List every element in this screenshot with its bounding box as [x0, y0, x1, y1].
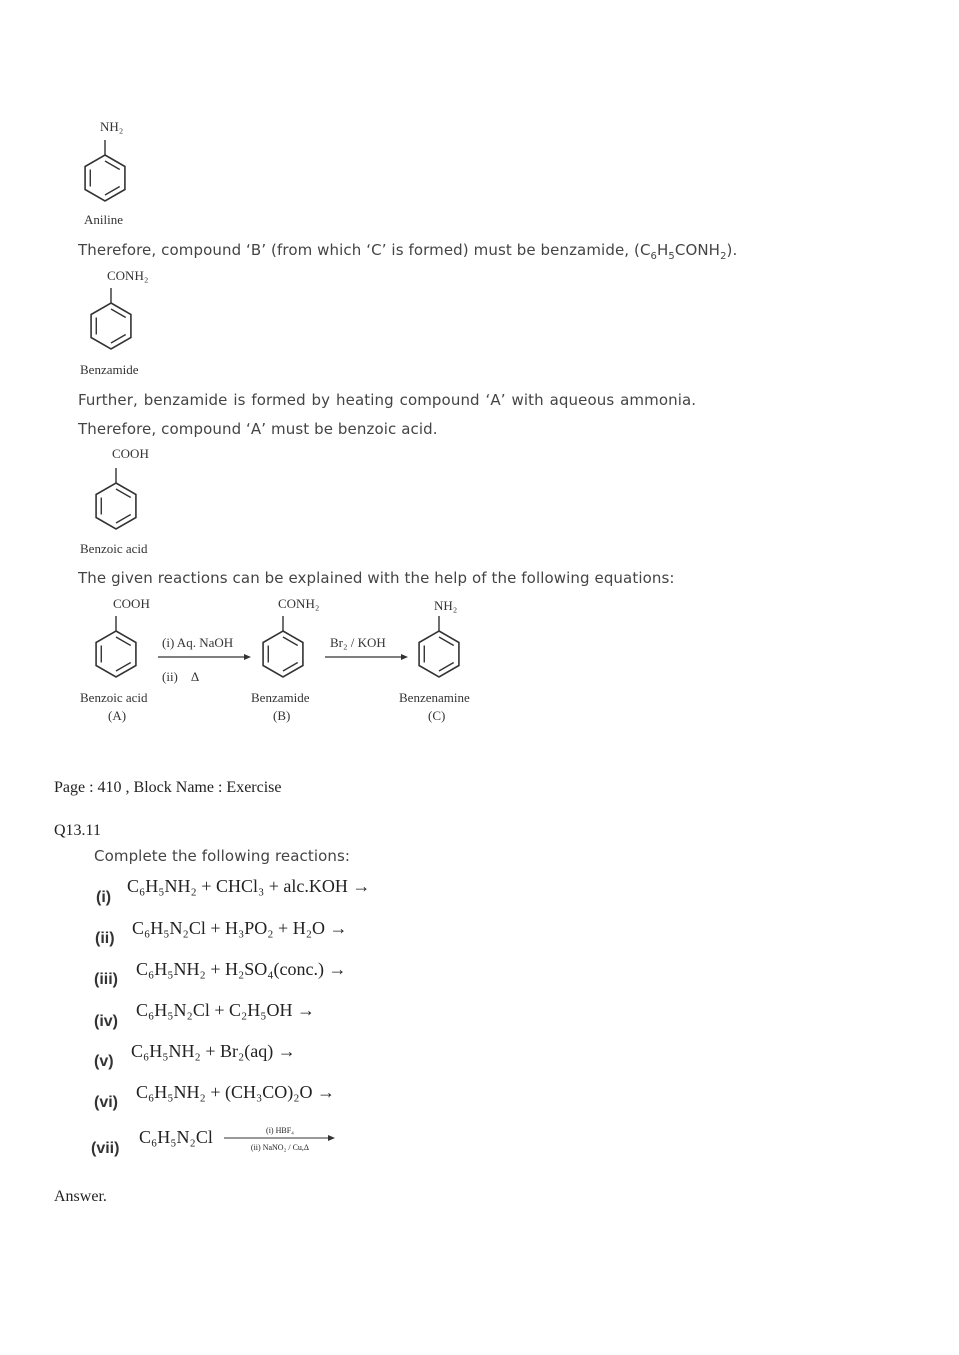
reaction-equation: C₆H₅NH₂ + (CH₃CO)₂O → — [136, 1082, 336, 1102]
reaction-label: (iii) — [94, 971, 118, 988]
scheme-c-tag: (C) — [428, 708, 446, 723]
scheme-a-substituent: COOH — [113, 596, 150, 611]
question-intro: Complete the following reactions: — [94, 847, 351, 865]
paragraph-benzamide — [78, 241, 737, 262]
paragraph-text: Therefore, compound ‘B’ (from which ‘C’ is formed) must be benzamide, (C — [78, 241, 651, 259]
scheme-b-tag: (B) — [273, 708, 291, 723]
reaction-equation: C₆H₅NH₂ + Br₂(aq) → — [131, 1041, 296, 1061]
arrow1-reagent-bottom: (ii) Δ — [162, 669, 200, 684]
ring-outline — [91, 303, 131, 349]
reaction-label: (iv) — [94, 1013, 118, 1030]
arrow-reagent-bottom: (ii) NaNO₂ / Cu,Δ — [250, 1143, 310, 1152]
reaction-arrow-vii — [224, 1133, 336, 1143]
subscript: 5 — [668, 251, 675, 262]
reaction-label: (v) — [94, 1053, 114, 1070]
arrow-reagent-top: (i) HBF₄ — [266, 1126, 294, 1135]
reaction-label: (i) — [96, 889, 112, 906]
reaction-equation: C₆H₅NH₂ + CHCl₃ + alc.KOH → — [127, 876, 371, 896]
reaction-label: (ii) — [95, 930, 115, 947]
benzamide-label: Benzamide — [80, 362, 139, 377]
subscript: 6 — [650, 251, 658, 262]
paragraph-benzoic-line1: Further, benzamide is formed by heating compound ‘A’ with aqueous ammonia. — [78, 391, 697, 409]
benzamide-substituent: CONH₂ — [107, 268, 149, 283]
reaction-equation: C₆H₅N₂Cl + H₃PO₂ + H₂O → — [132, 918, 348, 938]
aniline-ring — [78, 138, 132, 204]
reaction-arrow-1 — [158, 652, 252, 662]
reaction-equation: C₆H₅N₂Cl + C₂H₅OH → — [136, 1000, 316, 1020]
scheme-a-tag: (A) — [108, 708, 127, 723]
aniline-label: Aniline — [84, 212, 123, 227]
scheme-a-label: Benzoic acid — [80, 690, 148, 705]
paragraph-equations: The given reactions can be explained with the help of the following equations: — [78, 569, 675, 587]
benzoic-substituent: COOH — [112, 446, 149, 461]
benzoic-label: Benzoic acid — [80, 541, 148, 556]
page-info: Page : 410 , Block Name : Exercise — [54, 779, 282, 796]
reaction-equation: C₆H₅N₂Cl — [139, 1127, 213, 1147]
question-id: Q13.11 — [54, 822, 101, 839]
answer-label: Answer. — [54, 1188, 107, 1205]
scheme-b-ring — [256, 614, 310, 680]
paragraph-text: CONH — [674, 241, 721, 259]
scheme-c-ring — [412, 614, 466, 680]
arrow1-reagent-top: (i) Aq. NaOH — [162, 635, 234, 650]
reaction-equation: C₆H₅NH₂ + H₂SO₄(conc.) → — [136, 959, 347, 979]
ring-outline — [419, 631, 459, 677]
ring-outline — [263, 631, 303, 677]
ring-outline — [85, 155, 125, 201]
aniline-substituent: NH₂ — [100, 119, 124, 134]
reaction-label: (vii) — [91, 1140, 120, 1157]
paragraph-benzoic-line2: Therefore, compound ‘A’ must be benzoic acid. — [78, 420, 438, 438]
reaction-arrow-2 — [325, 652, 409, 662]
ring-outline — [96, 631, 136, 677]
arrow2-reagent: Br₂ / KOH — [330, 635, 386, 650]
benzamide-ring — [84, 286, 138, 352]
benzoic-ring — [89, 466, 143, 532]
reaction-label: (vi) — [94, 1094, 118, 1111]
scheme-b-label: Benzamide — [251, 690, 310, 705]
paragraph-text: ). — [726, 241, 738, 259]
paragraph-text: H — [657, 241, 669, 259]
subscript: 2 — [720, 251, 727, 262]
scheme-c-substituent: NH₂ — [434, 598, 458, 613]
scheme-b-substituent: CONH₂ — [278, 596, 320, 611]
scheme-a-ring — [89, 614, 143, 680]
scheme-c-label: Benzenamine — [399, 690, 470, 705]
ring-outline — [96, 483, 136, 529]
